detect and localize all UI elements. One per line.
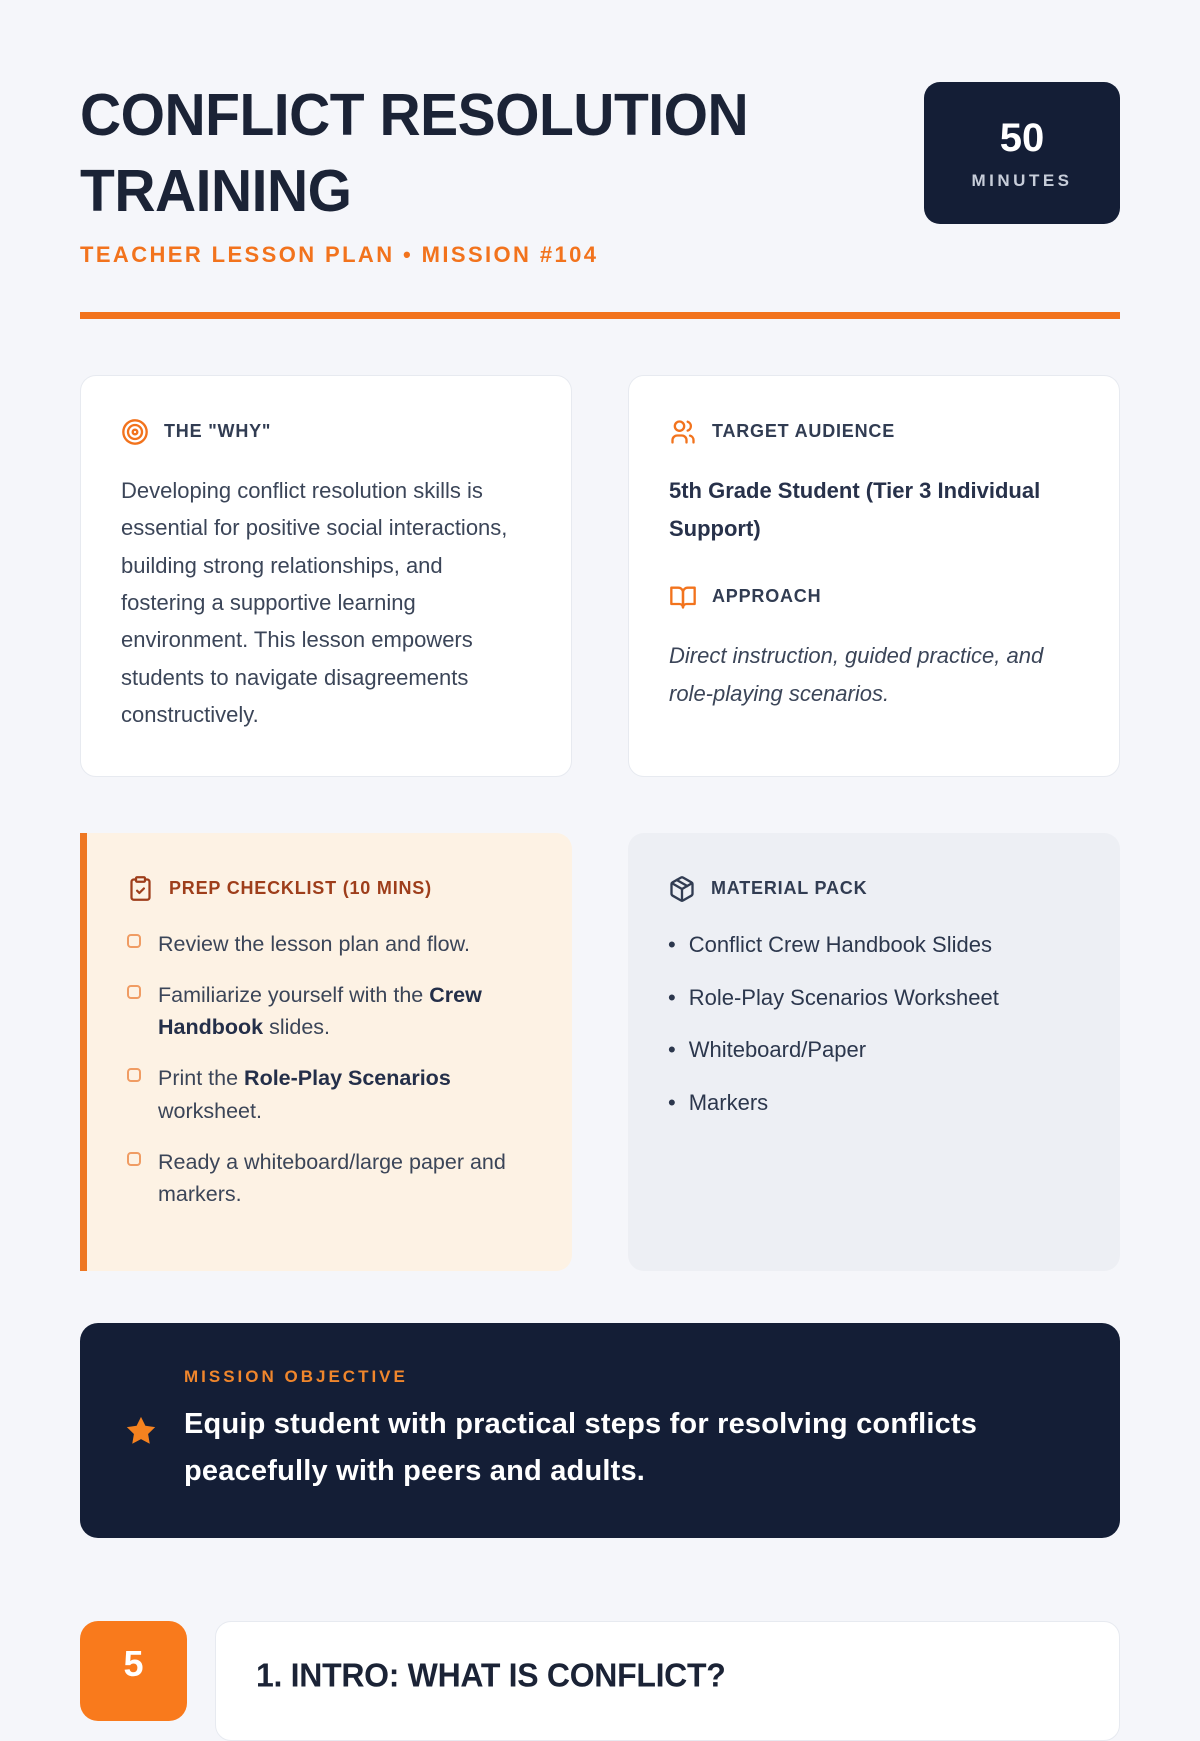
material-item bbox=[668, 1087, 1080, 1119]
package-icon bbox=[668, 875, 696, 903]
checklist-item bbox=[127, 979, 538, 1044]
duration-unit: MINUTES bbox=[971, 170, 1073, 190]
divider bbox=[80, 312, 1120, 319]
open-book-icon bbox=[669, 583, 697, 611]
prep-checklist bbox=[127, 928, 538, 1211]
prep-checklist-card bbox=[80, 833, 572, 1272]
bullet-icon: • bbox=[668, 931, 676, 957]
material-item-label: Conflict Crew Handbook Slides bbox=[688, 931, 992, 957]
duration-badge bbox=[924, 82, 1120, 224]
info-grid bbox=[80, 375, 1120, 777]
checklist-item-label: Ready a whiteboard/large paper and markers. bbox=[158, 1149, 506, 1207]
title-block bbox=[80, 78, 748, 268]
checkbox[interactable] bbox=[127, 1152, 141, 1166]
mission-text-block bbox=[184, 1367, 1072, 1494]
why-card-header bbox=[121, 418, 531, 446]
why-card-body: Developing conflict resolution skills is essential for positive social interactions, building strong relationships, and fostering a supportive learning environment. This lesson empowers students to navigate disagreements constructively. bbox=[121, 477, 508, 728]
mission-objective-banner bbox=[80, 1323, 1120, 1538]
prep-card-header bbox=[127, 875, 538, 902]
target-icon bbox=[121, 418, 149, 446]
audience-text: 5th Grade Student (Tier 3 Individual Support) bbox=[669, 477, 1041, 542]
material-item-label: Role-Play Scenarios Worksheet bbox=[688, 984, 999, 1010]
material-card-header bbox=[668, 875, 1080, 903]
section-intro-row bbox=[80, 1621, 1120, 1741]
prep-grid bbox=[80, 833, 1120, 1272]
section-heading: 1. INTRO: WHAT IS CONFLICT? bbox=[256, 1656, 726, 1694]
why-card-label: THE "WHY" bbox=[164, 421, 272, 442]
bullet-icon: • bbox=[668, 1037, 676, 1063]
step-number: 5 bbox=[123, 1643, 144, 1685]
audience-card-header bbox=[669, 418, 1079, 446]
bullet-icon: • bbox=[668, 984, 676, 1010]
approach-header bbox=[669, 583, 1079, 611]
audience-card-label: TARGET AUDIENCE bbox=[712, 421, 895, 442]
checklist-item-label: Review the lesson plan and flow. bbox=[158, 931, 470, 956]
bullet-icon: • bbox=[668, 1090, 676, 1116]
checklist-item bbox=[127, 928, 538, 960]
material-item-label: Whiteboard/Paper bbox=[688, 1037, 867, 1063]
checklist-item-label: Print the Role-Play Scenarios worksheet. bbox=[158, 1066, 451, 1123]
page-subtitle: TEACHER LESSON PLAN • MISSION #104 bbox=[80, 241, 599, 267]
page-title-line1: CONFLICT RESOLUTION bbox=[80, 82, 749, 149]
mission-label: MISSION OBJECTIVE bbox=[184, 1367, 408, 1387]
page-title-line2: TRAINING bbox=[80, 158, 352, 225]
material-list bbox=[668, 929, 1080, 1120]
checkbox[interactable] bbox=[127, 934, 141, 948]
prep-card-label: PREP CHECKLIST (10 MINS) bbox=[169, 877, 432, 898]
page-title bbox=[80, 78, 748, 230]
users-icon bbox=[669, 418, 697, 446]
step-duration-badge bbox=[80, 1621, 187, 1721]
material-card-label: MATERIAL PACK bbox=[711, 878, 868, 899]
approach-label: APPROACH bbox=[712, 586, 822, 607]
checkbox[interactable] bbox=[127, 1068, 141, 1082]
material-item bbox=[668, 982, 1080, 1014]
material-pack-card bbox=[628, 833, 1120, 1272]
why-card bbox=[80, 375, 572, 777]
approach-text: Direct instruction, guided practice, and role-playing scenarios. bbox=[669, 642, 1044, 707]
checklist-item bbox=[127, 1146, 538, 1211]
header bbox=[80, 78, 1120, 268]
duration-value: 50 bbox=[999, 115, 1045, 160]
material-item-label: Markers bbox=[688, 1090, 769, 1116]
section-intro-card bbox=[215, 1621, 1120, 1741]
checklist-item bbox=[127, 1062, 538, 1127]
checkbox[interactable] bbox=[127, 985, 141, 999]
checklist-item-label: Familiarize yourself with the Crew Handbook slides. bbox=[158, 982, 482, 1040]
material-item bbox=[668, 1034, 1080, 1066]
clipboard-check-icon bbox=[127, 875, 154, 902]
mission-text: Equip student with practical steps for resolving conflicts peacefully with peers and adults. bbox=[184, 1408, 978, 1487]
material-item bbox=[668, 929, 1080, 961]
audience-card bbox=[628, 375, 1120, 777]
star-icon bbox=[120, 1414, 162, 1448]
